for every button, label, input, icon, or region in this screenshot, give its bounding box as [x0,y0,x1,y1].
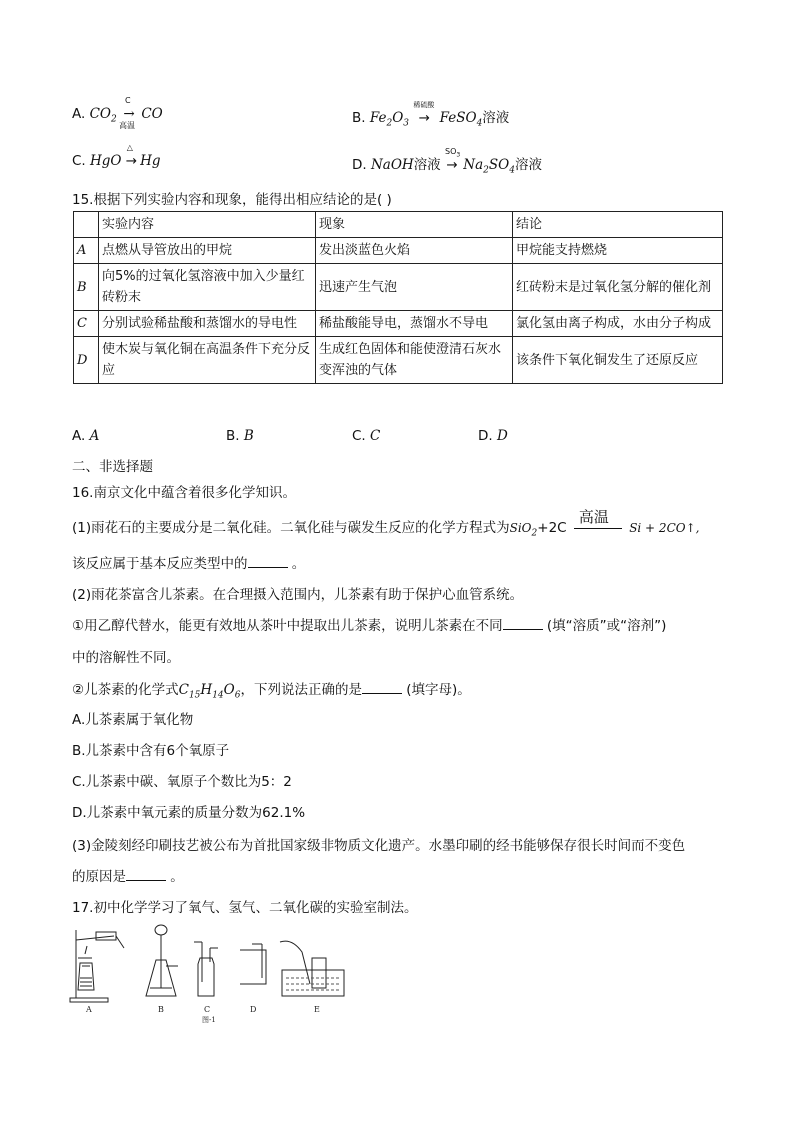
q14-option-b: B. $Fe_2O_3$ 稀硫酸 → FeSO$_4$溶液 [352,101,510,129]
answer-blank[interactable] [503,617,543,630]
q16-option: C.儿茶素中碳、氧原子个数比为5：2 [72,774,292,790]
q15-choice-b: B. B [226,428,254,444]
row-key: C [74,311,99,337]
row-key: A [74,238,99,264]
figure-label-c: C [204,1005,211,1014]
q16-part2-1: ①用乙醇代替水，能更有效地从茶叶中提取出儿茶素，说明儿茶素在不同 (填“溶质”或“溶剂”) [72,618,667,634]
q15-table [73,211,723,384]
figure-label-a: A [86,1005,92,1014]
lab-apparatus-figure [66,918,356,1023]
q16-part2: (2)雨花茶富含儿茶素。在合理摄入范围内，儿茶素有助于保护心血管系统。 [72,587,524,603]
q15-choice-a: A. A [72,428,100,444]
row-phenomenon: 生成红色固体和能使澄清石灰水变浑浊的气体 [316,337,513,384]
row-phenomenon: 发出淡蓝色火焰 [316,238,513,264]
q16-stem: 16.南京文化中蕴含着很多化学知识。 [72,485,296,501]
answer-blank[interactable] [362,681,402,694]
table-header-cell: 实验内容 [99,212,316,238]
table-header-cell: 结论 [513,212,723,238]
row-content: 使木炭与氧化铜在高温条件下充分反应 [99,337,316,384]
q15-choice-c: C. C [352,428,381,444]
q16-part2-2: ②儿茶素的化学式$C_{15}H_{14}O_6$，下列说法正确的是 (填字母)。 [72,682,471,701]
apparatus-e-icon [280,941,344,996]
row-key: B [74,264,99,311]
row-conclusion: 甲烷能支持燃烧 [513,238,723,264]
q16-option: B.儿茶素中含有6个氧原子 [72,743,230,759]
answer-blank[interactable] [248,555,288,568]
table-row [74,337,723,384]
row-conclusion: 红砖粉末是过氧化氢分解的催化剂 [513,264,723,311]
row-conclusion: 该条件下氧化铜发生了还原反应 [513,337,723,384]
q16-part1-line1: (1)雨花石的主要成分是二氧化硅。二氧化硅与碳发生反应的化学方程式为SiO$_2$+2C 高温 Si + 2CO↑, [72,508,700,539]
row-content: 分别试验稀盐酸和蒸馏水的导电性 [99,311,316,337]
q15-stem: 15.根据下列实验内容和现象，能得出相应结论的是( ) [72,192,392,208]
table-row [74,311,723,337]
figure-label-b: B [158,1005,164,1014]
row-phenomenon: 稀盐酸能导电，蒸馏水不导电 [316,311,513,337]
row-key: D [74,337,99,384]
q16-part3-line2: 的原因是 。 [72,869,184,885]
answer-blank[interactable] [126,868,166,881]
q14-option-c: C. HgO △ → Hg [72,143,161,169]
apparatus-d-icon [240,944,266,984]
q14-option-d: D. NaOH溶液 $SO_3$ → $Na_2SO_4$溶液 [352,147,542,176]
figure-label-e: E [314,1005,320,1014]
figure-caption: 图-1 [202,1016,216,1023]
q16-option: D.儿茶素中氧元素的质量分数为62.1% [72,805,306,821]
apparatus-a-icon [70,930,124,1002]
q17-stem: 17.初中化学学习了氧气、氢气、二氧化碳的实验室制法。 [72,900,418,916]
row-phenomenon: 迅速产生气泡 [316,264,513,311]
q16-part2-1-cont: 中的溶解性不同。 [72,650,180,666]
q16-part3-line1: (3)金陵刻经印刷技艺被公布为首批国家级非物质文化遗产。水墨印刷的经书能够保存很长时间而不变色 [72,838,686,854]
row-content: 点燃从导管放出的甲烷 [99,238,316,264]
q16-option: A.儿茶素属于氧化物 [72,712,194,728]
table-row [74,238,723,264]
section-heading: 二、非选择题 [72,459,153,475]
q14-option-a: A. $CO_2$ C → 高温 CO [72,96,163,130]
figure-label-d: D [250,1005,257,1014]
apparatus-b-icon [146,925,178,996]
q15-choice-d: D. D [478,428,508,444]
table-header-cell [74,212,99,238]
table-header-cell: 现象 [316,212,513,238]
q16-part1-line2: 该反应属于基本反应类型中的 。 [72,556,306,572]
table-header-row [74,212,723,238]
apparatus-c-icon [194,942,218,996]
row-content: 向5%的过氧化氢溶液中加入少量红砖粉末 [99,264,316,311]
table-row [74,264,723,311]
row-conclusion: 氯化氢由离子构成，水由分子构成 [513,311,723,337]
